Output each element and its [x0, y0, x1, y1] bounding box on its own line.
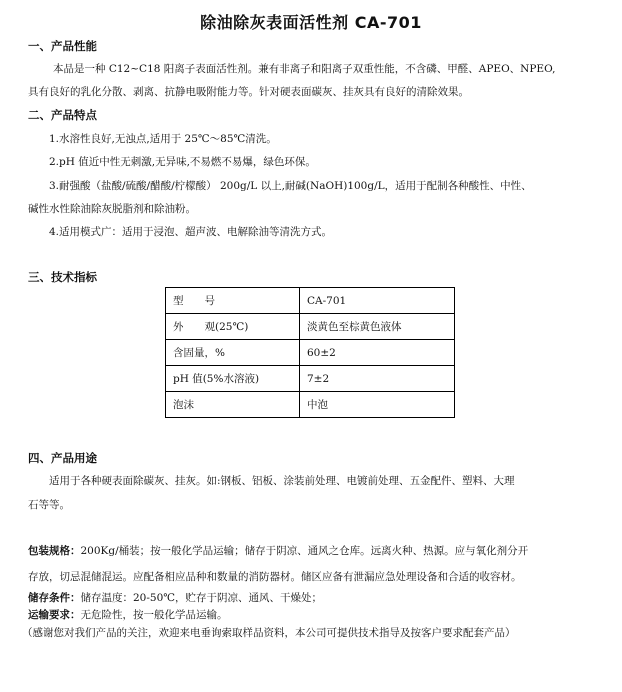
storage-text: 储存温度：20-50℃，贮存于阴凉、通风、干燥处； — [80, 592, 323, 604]
performance-text-line2: 具有良好的乳化分散、剥离、抗静电吸附能力等。针对硬表面碳灰、挂灰具有良好的清除效果。 — [28, 86, 469, 98]
transport-line — [28, 607, 228, 622]
spec-value: 淡黄色至棕黄色液体 — [300, 314, 455, 340]
spec-label: 型 号 — [166, 288, 300, 314]
section-heading-specs: 三、技术指标 — [28, 270, 97, 284]
table-row — [166, 288, 455, 314]
usage-text-line1: 适用于各种硬表面除碳灰、挂灰。如:钢板、铝板、涂装前处理、电镀前处理、五金配件、塑料、大理 — [49, 475, 515, 487]
packaging-label: 包装规格： — [28, 545, 81, 557]
packaging-line1 — [28, 543, 528, 558]
spec-value: CA-701 — [300, 288, 455, 314]
spec-label: 外 观(25℃) — [166, 314, 300, 340]
table-row — [166, 314, 455, 340]
section-heading-performance: 一、产品性能 — [28, 39, 97, 53]
feature-item: 2.pH 值近中性无刺激,无异味,不易燃不易爆，绿色环保。 — [49, 156, 316, 168]
usage-text-line2: 石等等。 — [28, 499, 70, 511]
transport-text: 无危险性，按一般化学品运输。 — [80, 609, 228, 621]
document-title: 除油除灰表面活性剂 CA-701 — [200, 13, 422, 32]
spec-value: 7±2 — [300, 366, 455, 392]
packaging-text: 200Kg/桶装；按一般化学品运输；储存于阴凉、通风之仓库。远离火种、热源。应与氧化剂分开 — [80, 545, 529, 557]
feature-item-continuation: 碱性水性除油除灰脱脂剂和除油粉。 — [28, 203, 196, 215]
feature-item: 4.适用模式广：适用于浸泡、超声波、电解除油等清洗方式。 — [49, 226, 333, 238]
spec-label: pH 值(5%水溶液) — [166, 366, 300, 392]
table-row — [166, 366, 455, 392]
spec-value: 中泡 — [300, 392, 455, 418]
spec-label: 含固量，% — [166, 340, 300, 366]
storage-label: 储存条件： — [28, 592, 81, 604]
table-row — [166, 392, 455, 418]
feature-item: 1.水溶性良好,无浊点,适用于 25℃～85℃清洗。 — [49, 133, 277, 145]
section-heading-usage: 四、产品用途 — [28, 451, 97, 465]
spec-label: 泡沫 — [166, 392, 300, 418]
spec-table — [165, 287, 455, 418]
storage-line — [28, 590, 322, 605]
transport-label: 运输要求： — [28, 609, 81, 621]
feature-item: 3.耐强酸（盐酸/硫酸/醋酸/柠檬酸） 200g/L 以上,耐碱(NaOH)100g/L，适用于配制各种酸性、中性、 — [49, 180, 532, 192]
packaging-line2: 存放，切忌混储混运。应配备相应品种和数量的消防器材。储区应备有泄漏应急处理设备和合适的收容材。 — [28, 571, 522, 583]
closing-note: （感谢您对我们产品的关注，欢迎来电垂询索取样品资料，本公司可提供技术指导及按客户要求配套产品） — [22, 627, 516, 639]
table-row — [166, 340, 455, 366]
performance-text-line1: 本品是一种 C12~C18 阳离子表面活性剂。兼有非离子和阳离子双重性能，不含磷、甲醛、APEO、NPEO, — [53, 63, 556, 75]
spec-value: 60±2 — [300, 340, 455, 366]
section-heading-features: 二、产品特点 — [28, 108, 97, 122]
